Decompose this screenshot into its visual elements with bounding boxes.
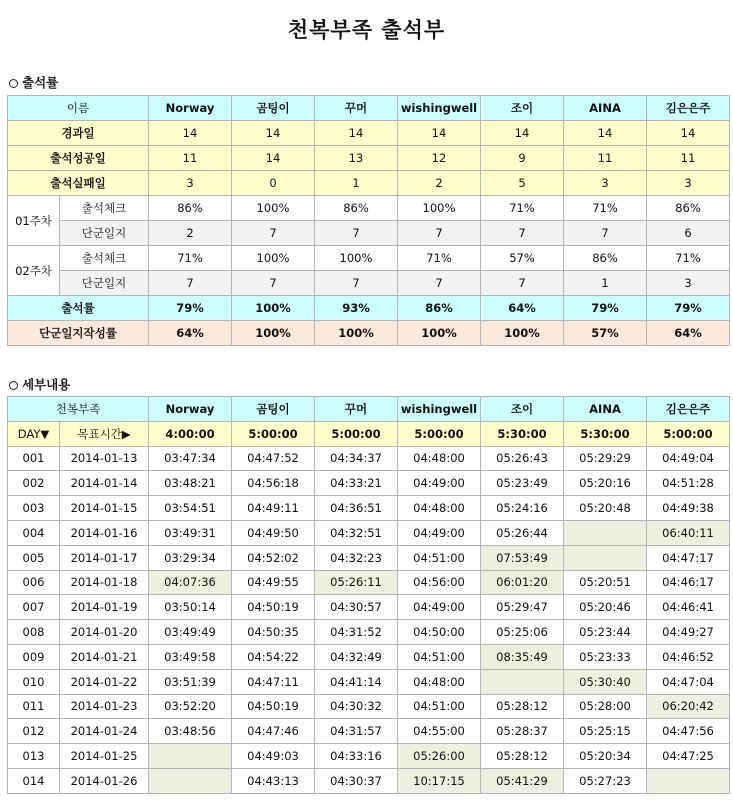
value-cell: 100% [232, 196, 315, 221]
value-cell: 12 [398, 146, 481, 171]
time-cell: 04:34:37 [315, 446, 398, 471]
time-cell [564, 545, 647, 570]
date-cell: 2014-01-25 [60, 744, 149, 769]
table-row [8, 545, 730, 570]
time-cell: 06:40:11 [647, 520, 730, 545]
time-cell: 05:25:06 [481, 620, 564, 645]
time-cell: 04:46:41 [647, 595, 730, 620]
row-label: 단군일지작성률 [8, 321, 149, 346]
time-cell: 05:26:11 [315, 570, 398, 595]
time-cell: 04:50:19 [232, 595, 315, 620]
time-cell: 04:50:00 [398, 620, 481, 645]
time-cell: 04:32:23 [315, 545, 398, 570]
time-cell: 04:47:25 [647, 744, 730, 769]
target-time: 4:00:00 [149, 421, 232, 446]
value-cell: 64% [149, 321, 232, 346]
time-cell: 04:54:22 [232, 644, 315, 669]
value-cell: 3 [149, 171, 232, 196]
value-cell: 86% [647, 196, 730, 221]
time-cell [564, 520, 647, 545]
time-cell: 04:48:00 [398, 496, 481, 521]
time-cell [149, 744, 232, 769]
value-cell: 86% [315, 196, 398, 221]
time-cell: 04:49:27 [647, 620, 730, 645]
time-cell: 03:51:39 [149, 669, 232, 694]
value-cell: 7 [315, 271, 398, 296]
time-cell: 04:49:38 [647, 496, 730, 521]
value-cell: 79% [564, 296, 647, 321]
detail-table [7, 396, 730, 794]
week-label: 01주차 [8, 196, 60, 246]
member-header: Norway [149, 96, 232, 121]
time-cell: 04:32:51 [315, 520, 398, 545]
date-cell: 2014-01-21 [60, 644, 149, 669]
value-cell: 2 [398, 171, 481, 196]
name-header: 이름 [8, 96, 149, 121]
day-header: DAY▼ [8, 421, 60, 446]
time-cell: 04:31:52 [315, 620, 398, 645]
date-cell: 2014-01-23 [60, 694, 149, 719]
value-cell: 79% [647, 296, 730, 321]
table-row [8, 496, 730, 521]
time-cell: 05:20:46 [564, 595, 647, 620]
value-cell: 71% [481, 196, 564, 221]
date-cell: 2014-01-22 [60, 669, 149, 694]
time-cell: 05:27:23 [564, 768, 647, 793]
member-header: Norway [149, 397, 232, 422]
day-cell: 002 [8, 471, 60, 496]
value-cell: 0 [232, 171, 315, 196]
value-cell: 7 [481, 221, 564, 246]
time-cell: 04:47:04 [647, 669, 730, 694]
time-cell [481, 669, 564, 694]
time-cell: 04:47:11 [232, 669, 315, 694]
time-cell: 05:20:34 [564, 744, 647, 769]
time-cell: 04:51:00 [398, 644, 481, 669]
table-row [8, 744, 730, 769]
value-cell: 71% [398, 246, 481, 271]
time-cell: 05:20:48 [564, 496, 647, 521]
time-cell: 04:43:13 [232, 768, 315, 793]
time-cell: 04:56:18 [232, 471, 315, 496]
time-cell: 04:55:00 [398, 719, 481, 744]
table-row [8, 669, 730, 694]
time-cell: 03:52:20 [149, 694, 232, 719]
value-cell: 7 [564, 221, 647, 246]
time-cell: 04:33:16 [315, 744, 398, 769]
week-check-row [8, 196, 730, 221]
journal-rate-row [8, 321, 730, 346]
time-cell: 04:46:52 [647, 644, 730, 669]
detail-section-label: 세부내용 [9, 375, 70, 393]
value-cell: 64% [481, 296, 564, 321]
time-cell: 05:30:40 [564, 669, 647, 694]
value-cell: 1 [315, 171, 398, 196]
time-cell [149, 768, 232, 793]
row-label: 출석실패일 [8, 171, 149, 196]
value-cell: 14 [149, 121, 232, 146]
member-header: 곰팅이 [232, 96, 315, 121]
summary-row-elapsed_days [8, 121, 730, 146]
value-cell: 14 [232, 121, 315, 146]
time-cell: 05:26:00 [398, 744, 481, 769]
date-cell: 2014-01-18 [60, 570, 149, 595]
time-cell: 04:49:11 [232, 496, 315, 521]
time-cell: 04:46:17 [647, 570, 730, 595]
week-label: 02주차 [8, 246, 60, 296]
target-time: 5:30:00 [564, 421, 647, 446]
week-journal-row [8, 271, 730, 296]
day-cell: 008 [8, 620, 60, 645]
value-cell: 11 [564, 146, 647, 171]
value-cell: 7 [315, 221, 398, 246]
time-cell: 06:20:42 [647, 694, 730, 719]
time-cell: 03:47:34 [149, 446, 232, 471]
time-cell: 07:53:49 [481, 545, 564, 570]
day-cell: 006 [8, 570, 60, 595]
day-cell: 013 [8, 744, 60, 769]
value-cell: 3 [564, 171, 647, 196]
rate-row [8, 296, 730, 321]
value-cell: 11 [149, 146, 232, 171]
value-cell: 57% [481, 246, 564, 271]
time-cell: 04:47:46 [232, 719, 315, 744]
member-header: 곰팅이 [232, 397, 315, 422]
date-cell: 2014-01-26 [60, 768, 149, 793]
value-cell: 7 [398, 221, 481, 246]
value-cell: 93% [315, 296, 398, 321]
value-cell: 100% [481, 321, 564, 346]
time-cell: 04:36:51 [315, 496, 398, 521]
table-row [8, 471, 730, 496]
member-header: 꾸머 [315, 397, 398, 422]
date-cell: 2014-01-17 [60, 545, 149, 570]
day-cell: 014 [8, 768, 60, 793]
target-time: 5:00:00 [232, 421, 315, 446]
value-cell: 7 [232, 271, 315, 296]
date-cell: 2014-01-16 [60, 520, 149, 545]
time-cell: 05:26:43 [481, 446, 564, 471]
day-cell: 011 [8, 694, 60, 719]
time-cell: 10:17:15 [398, 768, 481, 793]
time-cell: 04:31:57 [315, 719, 398, 744]
time-cell: 04:49:00 [398, 520, 481, 545]
target-time: 5:00:00 [315, 421, 398, 446]
time-cell: 03:50:14 [149, 595, 232, 620]
value-cell: 71% [149, 246, 232, 271]
time-cell: 04:49:55 [232, 570, 315, 595]
time-cell: 05:41:29 [481, 768, 564, 793]
time-cell: 03:49:58 [149, 644, 232, 669]
value-cell: 64% [647, 321, 730, 346]
member-header: 김은은주 [647, 96, 730, 121]
time-cell: 05:28:37 [481, 719, 564, 744]
member-header: AINA [564, 96, 647, 121]
value-cell: 100% [232, 296, 315, 321]
table-row [8, 644, 730, 669]
table-row [8, 595, 730, 620]
time-cell: 03:49:31 [149, 520, 232, 545]
day-cell: 003 [8, 496, 60, 521]
date-cell: 2014-01-20 [60, 620, 149, 645]
summary-row-fail [8, 171, 730, 196]
time-cell: 04:49:00 [398, 471, 481, 496]
time-cell: 06:01:20 [481, 570, 564, 595]
value-cell: 1 [564, 271, 647, 296]
day-cell: 001 [8, 446, 60, 471]
row-label: 출석률 [8, 296, 149, 321]
time-cell: 04:49:50 [232, 520, 315, 545]
time-cell: 03:49:49 [149, 620, 232, 645]
value-cell: 86% [398, 296, 481, 321]
row-label: 출석체크 [60, 196, 149, 221]
date-cell: 2014-01-13 [60, 446, 149, 471]
time-cell: 04:41:14 [315, 669, 398, 694]
table-row [8, 768, 730, 793]
time-cell: 04:30:57 [315, 595, 398, 620]
value-cell: 79% [149, 296, 232, 321]
time-cell: 05:29:29 [564, 446, 647, 471]
value-cell: 86% [564, 246, 647, 271]
time-cell: 04:47:56 [647, 719, 730, 744]
day-cell: 010 [8, 669, 60, 694]
row-label: 경과일 [8, 121, 149, 146]
member-header: 김은은주 [647, 397, 730, 422]
time-cell: 04:48:00 [398, 446, 481, 471]
day-cell: 005 [8, 545, 60, 570]
value-cell: 71% [564, 196, 647, 221]
time-cell: 04:33:21 [315, 471, 398, 496]
time-cell: 05:24:16 [481, 496, 564, 521]
time-cell: 04:56:00 [398, 570, 481, 595]
summary-row-success [8, 146, 730, 171]
header-row [8, 96, 730, 121]
value-cell: 14 [647, 121, 730, 146]
time-cell: 04:47:17 [647, 545, 730, 570]
week-check-row [8, 246, 730, 271]
time-cell: 04:49:00 [398, 595, 481, 620]
value-cell: 14 [398, 121, 481, 146]
time-cell: 03:48:56 [149, 719, 232, 744]
attendance-summary-table [7, 95, 730, 346]
table-row [8, 694, 730, 719]
time-cell: 04:52:02 [232, 545, 315, 570]
member-header: wishingwell [398, 96, 481, 121]
week-journal-row [8, 221, 730, 246]
time-cell: 04:49:03 [232, 744, 315, 769]
member-header: AINA [564, 397, 647, 422]
member-header: wishingwell [398, 397, 481, 422]
row-label: 출석체크 [60, 246, 149, 271]
row-label: 단군일지 [60, 221, 149, 246]
value-cell: 14 [481, 121, 564, 146]
time-cell: 03:29:34 [149, 545, 232, 570]
time-cell: 05:23:49 [481, 471, 564, 496]
value-cell: 5 [481, 171, 564, 196]
day-cell: 007 [8, 595, 60, 620]
value-cell: 86% [149, 196, 232, 221]
value-cell: 13 [315, 146, 398, 171]
value-cell: 100% [232, 321, 315, 346]
time-cell: 04:50:35 [232, 620, 315, 645]
target-row [8, 421, 730, 446]
time-cell: 05:23:33 [564, 644, 647, 669]
tribe-header: 천복부족 [8, 397, 149, 422]
date-cell: 2014-01-19 [60, 595, 149, 620]
time-cell: 04:30:37 [315, 768, 398, 793]
time-cell: 04:51:00 [398, 545, 481, 570]
time-cell: 04:47:52 [232, 446, 315, 471]
time-cell: 08:35:49 [481, 644, 564, 669]
time-cell: 05:25:15 [564, 719, 647, 744]
table-row [8, 620, 730, 645]
value-cell: 3 [647, 171, 730, 196]
attendance-section-label: 출석률 [9, 73, 58, 91]
time-cell: 04:51:00 [398, 694, 481, 719]
day-cell: 012 [8, 719, 60, 744]
value-cell: 7 [232, 221, 315, 246]
time-cell: 03:54:51 [149, 496, 232, 521]
time-cell: 04:48:00 [398, 669, 481, 694]
time-cell: 05:28:12 [481, 694, 564, 719]
time-cell: 05:26:44 [481, 520, 564, 545]
value-cell: 100% [398, 321, 481, 346]
value-cell: 100% [398, 196, 481, 221]
value-cell: 100% [232, 246, 315, 271]
member-header: 조이 [481, 96, 564, 121]
time-cell: 05:28:00 [564, 694, 647, 719]
page-title: 천복부족 출석부 [287, 18, 446, 42]
value-cell: 7 [149, 271, 232, 296]
value-cell: 14 [564, 121, 647, 146]
value-cell: 2 [149, 221, 232, 246]
table-row [8, 719, 730, 744]
time-cell: 05:23:44 [564, 620, 647, 645]
circle-bullet-icon [9, 79, 18, 88]
time-cell [647, 768, 730, 793]
time-cell: 04:07:36 [149, 570, 232, 595]
circle-bullet-icon [9, 381, 18, 390]
value-cell: 9 [481, 146, 564, 171]
value-cell: 7 [398, 271, 481, 296]
value-cell: 71% [647, 246, 730, 271]
value-cell: 3 [647, 271, 730, 296]
value-cell: 6 [647, 221, 730, 246]
time-cell: 03:48:21 [149, 471, 232, 496]
value-cell: 14 [232, 146, 315, 171]
value-cell: 14 [315, 121, 398, 146]
target-time: 5:00:00 [398, 421, 481, 446]
time-cell: 04:49:04 [647, 446, 730, 471]
member-header: 조이 [481, 397, 564, 422]
table-row [8, 570, 730, 595]
time-cell: 05:28:12 [481, 744, 564, 769]
target-time: 5:00:00 [647, 421, 730, 446]
value-cell: 7 [481, 271, 564, 296]
time-cell: 04:32:49 [315, 644, 398, 669]
member-header: 꾸머 [315, 96, 398, 121]
time-cell: 04:51:28 [647, 471, 730, 496]
table-row [8, 520, 730, 545]
date-cell: 2014-01-24 [60, 719, 149, 744]
day-cell: 009 [8, 644, 60, 669]
time-cell: 05:20:51 [564, 570, 647, 595]
value-cell: 11 [647, 146, 730, 171]
value-cell: 100% [315, 246, 398, 271]
table-row [8, 446, 730, 471]
detail-header-row [8, 397, 730, 422]
value-cell: 100% [315, 321, 398, 346]
row-label: 단군일지 [60, 271, 149, 296]
day-cell: 004 [8, 520, 60, 545]
time-cell: 05:29:47 [481, 595, 564, 620]
time-cell: 05:20:16 [564, 471, 647, 496]
target-time: 5:30:00 [481, 421, 564, 446]
target-header: 목표시간▶ [60, 421, 149, 446]
row-label: 출석성공일 [8, 146, 149, 171]
time-cell: 04:30:32 [315, 694, 398, 719]
value-cell: 57% [564, 321, 647, 346]
time-cell: 04:50:19 [232, 694, 315, 719]
date-cell: 2014-01-15 [60, 496, 149, 521]
date-cell: 2014-01-14 [60, 471, 149, 496]
